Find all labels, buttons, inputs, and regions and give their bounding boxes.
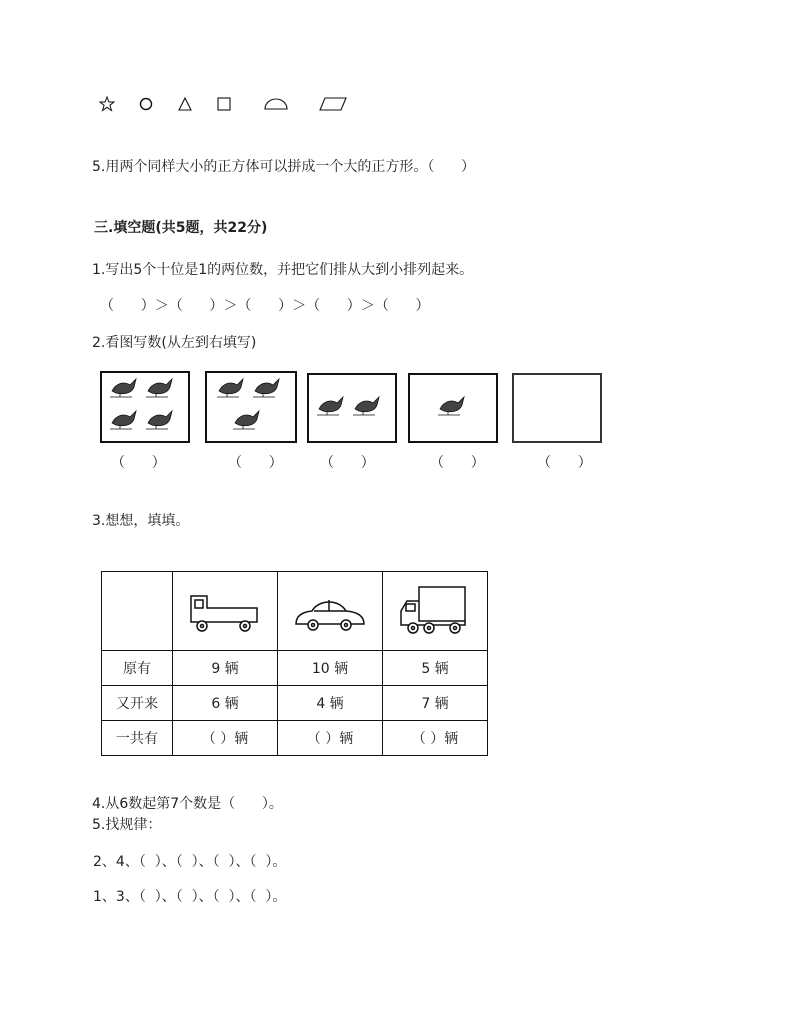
table-cell: 4 辆 <box>278 686 383 721</box>
row-label-original: 原有 <box>102 651 173 686</box>
truck-cell <box>173 572 278 651</box>
fill-question-3: 3.想想，填填。 <box>92 513 190 529</box>
truck-icon <box>187 586 263 636</box>
empty-corner-cell <box>102 572 173 651</box>
bird-group <box>410 375 496 441</box>
table-cell: 9 辆 <box>173 651 278 686</box>
car-icon <box>292 586 368 636</box>
answer-cell[interactable]: （ ）辆 <box>383 721 488 756</box>
shape-row <box>96 96 356 118</box>
judge-question-5: 5.用两个同样大小的正方体可以拼成一个大的正方形。（ ） <box>92 159 476 175</box>
row-label-arrived: 又开来 <box>102 686 173 721</box>
table-cell: 6 辆 <box>173 686 278 721</box>
answer-blank-4[interactable]: （ ） <box>430 455 485 471</box>
answer-cell[interactable]: （ ）辆 <box>173 721 278 756</box>
table-cell: 5 辆 <box>383 651 488 686</box>
answer-blank-5[interactable]: （ ） <box>537 455 592 471</box>
square-icon <box>216 96 232 112</box>
bird-group <box>102 373 188 441</box>
triangle-icon <box>177 96 193 112</box>
answer-blank-3[interactable]: （ ） <box>320 455 375 471</box>
parallelogram-icon <box>318 96 348 112</box>
row-label-total: 一共有 <box>102 721 173 756</box>
pattern-line-2: 1、3、（ ）、（ ）、（ ）、（ ）。 <box>93 889 287 905</box>
circle-icon <box>138 96 154 112</box>
vehicle-table <box>101 571 488 756</box>
bird-box-4 <box>408 373 498 443</box>
pattern-line-1: 2、4、（ ）、（ ）、（ ）、（ ）。 <box>93 854 287 870</box>
bird-box-2 <box>205 371 297 443</box>
fill-question-1: 1.写出5个十位是1的两位数，并把它们排从大到小排列起来。 <box>92 262 474 278</box>
bird-box-3 <box>307 373 397 443</box>
bird-box-5 <box>512 373 602 443</box>
table-cell: 10 辆 <box>278 651 383 686</box>
answer-cell[interactable]: （ ）辆 <box>278 721 383 756</box>
bird-group <box>309 375 395 441</box>
bird-group <box>207 373 295 441</box>
answer-blank-1[interactable]: （ ） <box>111 455 166 471</box>
bird-box-1 <box>100 371 190 443</box>
van-icon <box>397 583 473 639</box>
section-3-title: 三.填空题(共5题，共22分) <box>94 220 268 236</box>
star-icon <box>99 96 115 112</box>
table-cell: 7 辆 <box>383 686 488 721</box>
van-cell <box>383 572 488 651</box>
semicircle-icon <box>263 96 289 112</box>
car-cell <box>278 572 383 651</box>
fill-question-1-blanks: （ ）＞（ ）＞（ ）＞（ ）＞（ ） <box>100 298 430 314</box>
fill-question-2: 2.看图写数(从左到右填写) <box>92 335 257 351</box>
fill-question-4: 4.从6数起第7个数是（ ）。 <box>92 796 283 812</box>
answer-blank-2[interactable]: （ ） <box>228 455 283 471</box>
fill-question-5: 5.找规律： <box>92 817 162 833</box>
